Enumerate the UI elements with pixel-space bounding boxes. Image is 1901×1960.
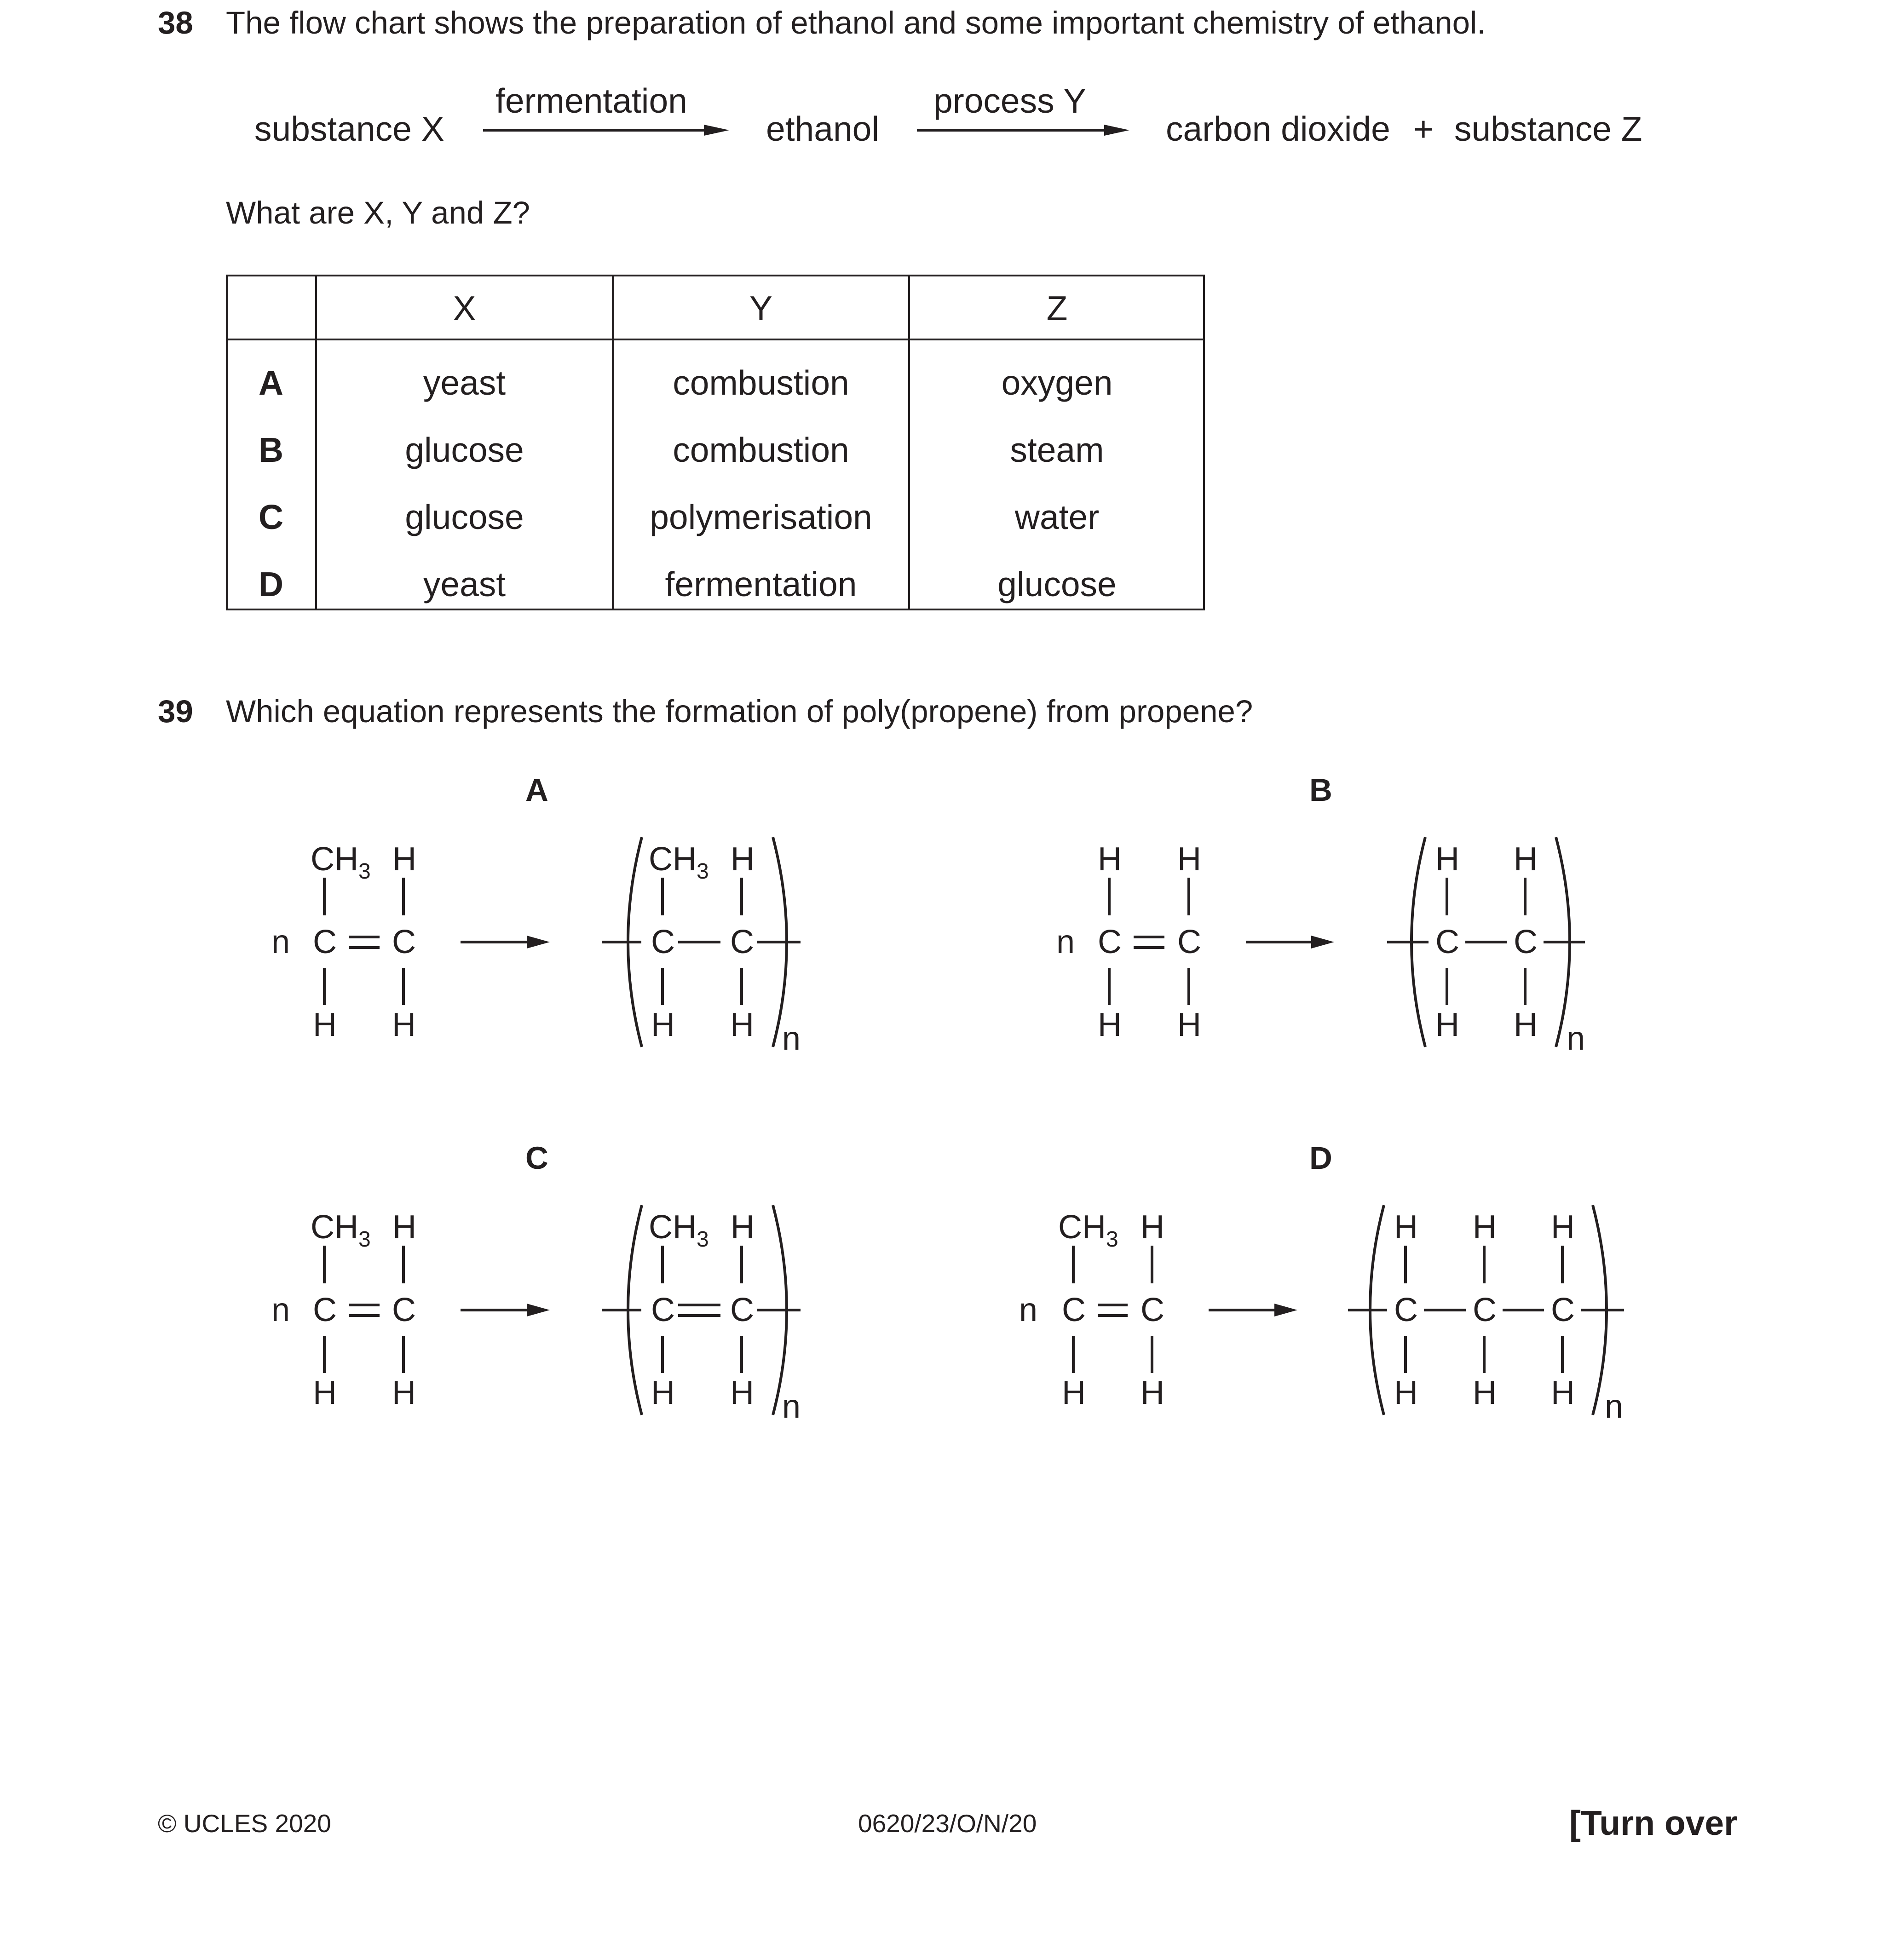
d-poly-h-b3: H — [1551, 1374, 1575, 1411]
d-poly-c3: C — [1551, 1292, 1575, 1328]
d-poly-h-t3: H — [1551, 1209, 1575, 1246]
flow-plus: + — [1413, 109, 1434, 148]
b-poly-h-b1: H — [1435, 1006, 1459, 1043]
b-poly-h-t2: H — [1514, 841, 1538, 878]
d-mono-h-top: H — [1141, 1209, 1164, 1246]
table-row-b-x: glucose — [405, 431, 524, 469]
question-39-stem: Which equation represents the formation of poly(propene) from propene? — [226, 694, 1253, 729]
d-poly-c1: C — [1394, 1292, 1418, 1328]
table-row-a-option: A — [258, 363, 284, 402]
a-poly-h-b2: H — [730, 1006, 754, 1043]
b-poly-h-b2: H — [1514, 1006, 1538, 1043]
table-row-a-z: oxygen — [1001, 363, 1113, 402]
d-mono-ch3: $CH_3$ — [1058, 1209, 1118, 1252]
a-mono-h-top: H — [392, 841, 416, 878]
c-poly-c1: C — [651, 1292, 675, 1328]
table-row-d-x: yeast — [423, 565, 506, 604]
table-row-c-x: glucose — [405, 498, 524, 536]
b-coef: n — [1056, 924, 1075, 960]
b-mono-h-t1: H — [1098, 841, 1122, 878]
d-mono-h-b2: H — [1141, 1374, 1164, 1411]
option-a-label: A — [525, 772, 548, 808]
table-row-a-x: yeast — [423, 363, 506, 402]
c-poly-h-b2: H — [730, 1374, 754, 1411]
b-mono-h-t2: H — [1177, 841, 1201, 878]
d-poly-c2: C — [1473, 1292, 1497, 1328]
table-row-d-z: glucose — [997, 565, 1117, 604]
b-mono-h-b2: H — [1177, 1006, 1201, 1043]
b-poly-n: n — [1567, 1020, 1585, 1057]
c-poly-n: n — [782, 1388, 801, 1425]
a-mono-h-b2: H — [392, 1006, 416, 1043]
question-38-number: 38 — [158, 5, 193, 40]
footer-turn-over: [Turn over — [1569, 1804, 1738, 1842]
a-poly-n: n — [782, 1020, 801, 1057]
c-mono-h-top: H — [392, 1209, 416, 1246]
a-poly-ch3: $CH_3$ — [649, 841, 709, 884]
table-row-b-y: combustion — [673, 431, 849, 469]
flow-arrow-2-label: process Y — [933, 81, 1087, 120]
d-poly-n: n — [1605, 1388, 1624, 1425]
c-poly-h-b1: H — [651, 1374, 675, 1411]
b-poly-c2: C — [1514, 924, 1538, 960]
d-poly-h-b1: H — [1394, 1374, 1418, 1411]
question-38-stem: The flow chart shows the preparation of ethanol and some important chemistry of ethanol. — [226, 5, 1486, 40]
flow-substance-z: substance Z — [1454, 109, 1642, 148]
c-mono-h-b1: H — [313, 1374, 337, 1411]
table-row-b-option: B — [258, 431, 284, 469]
a-poly-c2: C — [730, 924, 754, 960]
a-poly-h-b1: H — [651, 1006, 675, 1043]
c-mono-ch3: $CH_3$ — [311, 1209, 371, 1252]
c-mono-c2: C — [392, 1292, 416, 1328]
c-mono-h-b2: H — [392, 1374, 416, 1411]
d-coef: n — [1019, 1292, 1038, 1328]
table-row-a-y: combustion — [673, 363, 849, 402]
c-poly-h-top: H — [731, 1209, 755, 1246]
flow-carbon-dioxide: carbon dioxide — [1166, 109, 1390, 148]
option-c-label: C — [525, 1140, 548, 1176]
table-row-d-option: D — [258, 565, 284, 604]
b-mono-c1: C — [1098, 924, 1122, 960]
table-row-c-z: water — [1014, 498, 1100, 536]
d-poly-h-t2: H — [1473, 1209, 1497, 1246]
option-b-label: B — [1309, 772, 1332, 808]
a-poly-h-top: H — [731, 841, 755, 878]
d-poly-h-t1: H — [1394, 1209, 1418, 1246]
table-header-x: X — [453, 289, 476, 328]
table-row-c-option: C — [258, 498, 284, 536]
a-coef: n — [271, 924, 290, 960]
c-coef: n — [271, 1292, 290, 1328]
d-poly-h-b2: H — [1473, 1374, 1497, 1411]
a-mono-c2: C — [392, 924, 416, 960]
question-39-number: 39 — [158, 694, 193, 729]
c-mono-c1: C — [313, 1292, 337, 1328]
b-poly-c1: C — [1435, 924, 1459, 960]
d-mono-c1: C — [1062, 1292, 1086, 1328]
flow-arrow-1-label: fermentation — [495, 81, 687, 120]
table-row-d-y: fermentation — [665, 565, 857, 604]
flow-substance-x: substance X — [254, 109, 444, 148]
a-mono-c1: C — [313, 924, 337, 960]
table-row-b-z: steam — [1010, 431, 1104, 469]
c-poly-ch3: $CH_3$ — [649, 1209, 709, 1252]
footer-copyright: © UCLES 2020 — [158, 1809, 331, 1838]
d-mono-c2: C — [1141, 1292, 1164, 1328]
c-poly-c2: C — [730, 1292, 754, 1328]
a-mono-ch3: $CH_3$ — [311, 841, 371, 884]
flow-ethanol: ethanol — [766, 109, 880, 148]
d-mono-h-b1: H — [1062, 1374, 1086, 1411]
b-poly-h-t1: H — [1435, 841, 1459, 878]
option-d-label: D — [1309, 1140, 1332, 1176]
a-mono-h-b1: H — [313, 1006, 337, 1043]
b-mono-c2: C — [1177, 924, 1201, 960]
b-mono-h-b1: H — [1098, 1006, 1122, 1043]
footer-code: 0620/23/O/N/20 — [858, 1809, 1037, 1838]
table-header-z: Z — [1046, 289, 1068, 328]
table-row-c-y: polymerisation — [650, 498, 872, 536]
table-header-y: Y — [749, 289, 773, 328]
a-poly-c1: C — [651, 924, 675, 960]
question-38-prompt: What are X, Y and Z? — [226, 195, 530, 230]
